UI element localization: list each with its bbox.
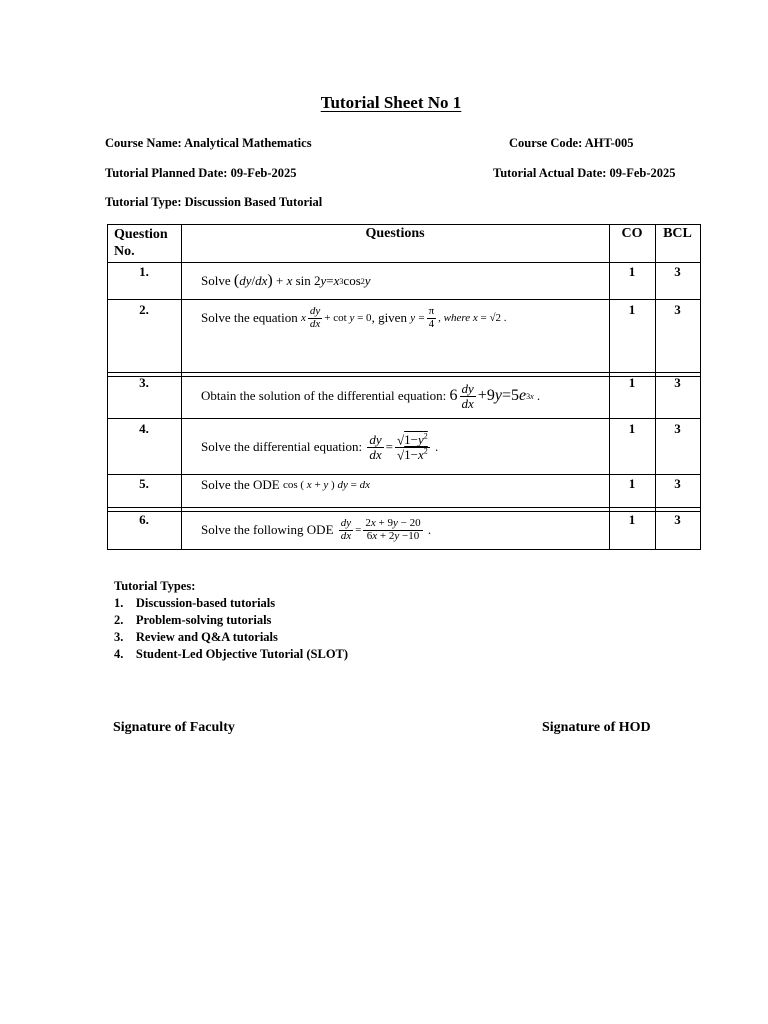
- co-value: 1: [628, 476, 636, 491]
- table-border: [181, 224, 182, 550]
- question-text: Obtain the solution of the differential equation:: [201, 388, 447, 403]
- table-border: [107, 474, 701, 475]
- question-6: Solve the following ODE $\frac{dy}{dx}$ = $\frac{2x + 9y - 20}{6x + 2y -10}$ .: [201, 516, 432, 542]
- question-5: Solve the ODE cos ( x + y ) dy = dx: [201, 477, 370, 492]
- header-questions: Questions: [365, 226, 425, 241]
- page-title: Tutorial Sheet No 1: [320, 93, 462, 112]
- bcl-value: 3: [674, 512, 681, 527]
- bcl-value: 3: [674, 302, 681, 317]
- list-item: 2. Problem-solving tutorials: [114, 613, 272, 627]
- question-text: Solve: [201, 273, 231, 288]
- header-question-no-line1: Question: [114, 227, 168, 242]
- header-question-no-line2: No.: [114, 244, 135, 259]
- bcl-value: 3: [674, 264, 681, 279]
- question-text: Solve the equation: [201, 310, 298, 325]
- header-question-no: [114, 226, 168, 260]
- co-value: 1: [628, 302, 636, 317]
- row-number: 5.: [139, 476, 149, 491]
- question-1: Solve ( dy / dx ) + x sin 2 y = x 3 cos 2 y: [201, 272, 371, 289]
- table-border: [107, 418, 701, 419]
- question-text: Solve the ODE: [201, 477, 280, 492]
- co-value: 1: [628, 512, 636, 527]
- bcl-value: 3: [674, 421, 681, 436]
- question-text: Solve the differential equation:: [201, 439, 363, 454]
- table-border: [107, 549, 701, 550]
- table-border: [700, 224, 701, 550]
- table-border: [107, 224, 701, 225]
- question-4: Solve the differential equation: $\frac{dy}{dx}$ = $\frac{√1-y^2}{√1-x^2}$ .: [201, 431, 439, 462]
- tutorial-type: Tutorial Type: Discussion Based Tutorial: [105, 195, 323, 209]
- list-item: 1. Discussion-based tutorials: [114, 596, 276, 610]
- header-bcl: BCL: [663, 226, 692, 241]
- header-co: CO: [621, 226, 643, 241]
- tutorial-types-list: [114, 578, 348, 663]
- tutorial-types-heading: Tutorial Types:: [114, 579, 196, 593]
- bcl-value: 3: [674, 375, 681, 390]
- signature-hod: Signature of HOD: [542, 720, 651, 735]
- list-item: 4. Student-Led Objective Tutorial (SLOT): [114, 647, 349, 661]
- question-3: Obtain the solution of the differential equation: 6 $\frac{dy}{dx}$ +9y=5e 3x .: [201, 380, 541, 411]
- co-value: 1: [628, 421, 636, 436]
- planned-date: Tutorial Planned Date: 09-Feb-2025: [105, 166, 297, 180]
- co-value: 1: [628, 264, 636, 279]
- actual-date: Tutorial Actual Date: 09-Feb-2025: [493, 166, 676, 180]
- row-number: 1.: [139, 264, 149, 279]
- question-text: Solve the following ODE: [201, 522, 334, 537]
- co-value: 1: [628, 375, 636, 390]
- questions-table: [107, 224, 701, 550]
- signature-faculty: Signature of Faculty: [113, 720, 235, 735]
- row-number: 4.: [139, 421, 149, 436]
- row-number: 6.: [139, 512, 149, 527]
- table-border: [107, 262, 701, 263]
- list-item: 3. Review and Q&A tutorials: [114, 630, 278, 644]
- question-text-2: , given: [371, 310, 407, 325]
- course-code: Course Code: AHT-005: [509, 136, 634, 150]
- question-2: Solve the equation x $\frac{dy}{dx}$ + cot y = 0 , given y = $\frac{\pi}{4}$ , where x = √2 .: [201, 304, 507, 330]
- row-number: 3.: [139, 375, 149, 390]
- course-name: Course Name: Analytical Mathematics: [105, 136, 312, 150]
- row-number: 2.: [139, 302, 149, 317]
- bcl-value: 3: [674, 476, 681, 491]
